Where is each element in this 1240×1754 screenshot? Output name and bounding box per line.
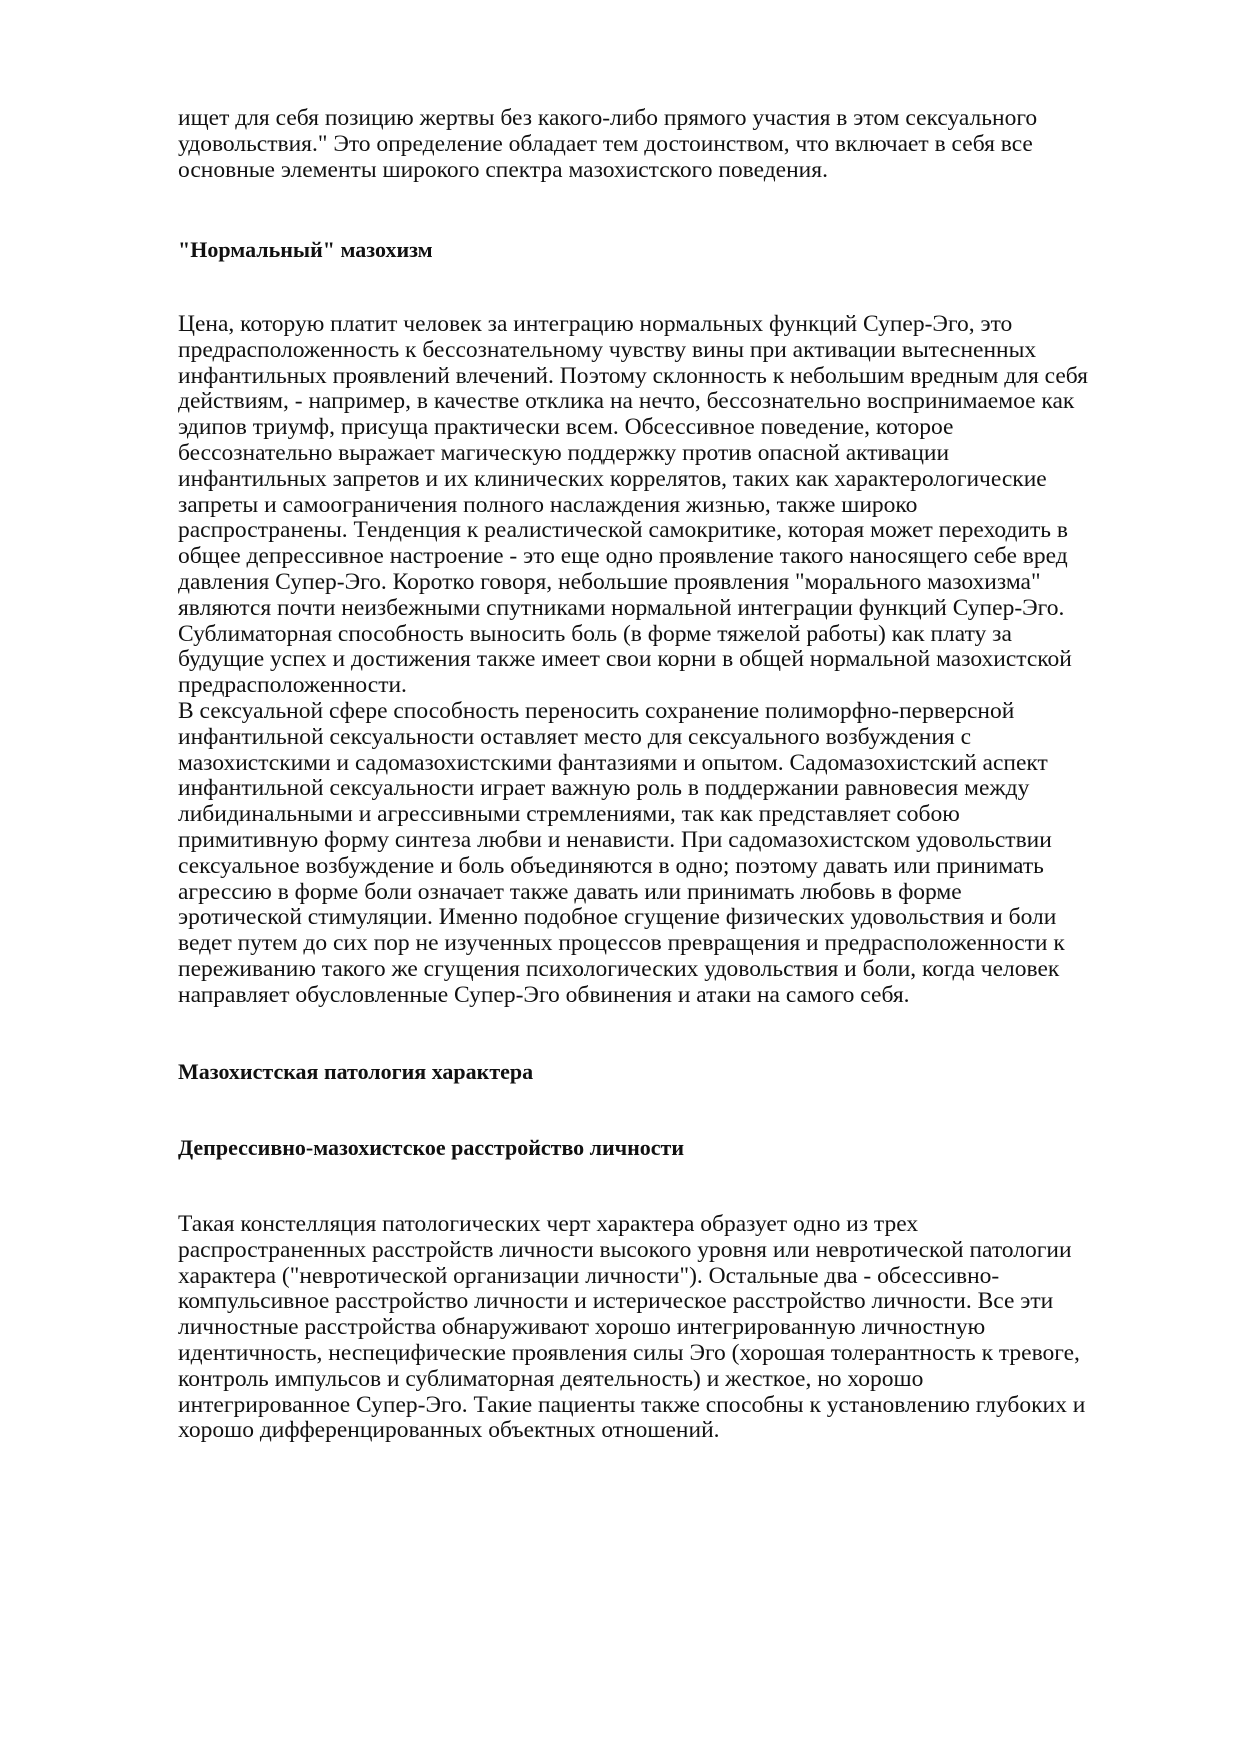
text-line: распространены. Тенденция к реалистической самокритике, которая может переходить в: [178, 517, 1068, 544]
text-line: сексуальное возбуждение и боль объединяются в одно; поэтому давать или принимать: [178, 852, 1044, 879]
text-line: направляет обусловленные Супер-Эго обвинения и атаки на самого себя.: [178, 981, 910, 1008]
text-line: В сексуальной сфере способность переносить сохранение полиморфно-перверсной: [178, 697, 1015, 724]
text-line: удовольствия." Это определение обладает тем достоинством, что включает в себя все: [178, 130, 1033, 157]
text-line: личностные расстройства обнаруживают хорошо интегрированную личностную: [178, 1314, 986, 1341]
text-line: будущие успех и достижения также имеет свои корни в общей нормальной мазохистской: [178, 646, 1072, 673]
text-line: распространенных расстройств личности высокого уровня или невротической патологии: [178, 1236, 1072, 1263]
text-line: общее депрессивное настроение - это еще одно проявление такого наносящего себе вред: [178, 543, 1068, 570]
text-line: Цена, которую платит человек за интеграцию нормальных функций Супер-Эго, это: [178, 311, 1013, 337]
text-line: эдипов триумф, присуща практически всем. Обсессивное поведение, которое: [178, 414, 954, 441]
text-line: инфантильной сексуальности играет важную роль в поддержании равновесия между: [178, 775, 1030, 802]
heading-normal-masochism: "Нормальный" мазохизм: [178, 237, 433, 262]
text-line: являются почти неизбежными спутниками нормальной интеграции функций Супер-Эго.: [178, 594, 1065, 621]
text-line: эротической стимуляции. Именно подобное сгущение физических удовольствия и боли: [178, 904, 1057, 931]
text-line: запреты и самоограничения полного наслаждения жизнью, также широко: [178, 491, 918, 518]
text-line: Такая констелляция патологических черт характера образует одно из трех: [178, 1211, 919, 1237]
text-line: инфантильных запретов и их клинических коррелятов, таких как характерологические: [178, 465, 1047, 492]
paragraph-intro: [178, 106, 1178, 183]
text-line: инфантильной сексуальности оставляет место для сексуального возбуждения с: [178, 723, 972, 750]
text-line: действиям, - например, в качестве отклика на нечто, бессознательно воспринимаемое как: [178, 388, 1075, 415]
text-line: бессознательно выражает магическую поддержку против опасной активации: [178, 439, 950, 466]
text-line: идентичность, неспецифические проявления силы Эго (хорошая толерантность к тревоге,: [178, 1339, 1080, 1366]
heading-masochistic-character-pathology: Мазохистская патология характера: [178, 1059, 534, 1084]
text-line: предрасположенности.: [178, 672, 407, 699]
text-line: примитивную форму синтеза любви и ненависти. При садомазохистском удовольствии: [178, 826, 1052, 853]
text-line: Сублиматорная способность выносить боль (в форме тяжелой работы) как плату за: [178, 620, 1012, 647]
text-line: переживанию такого же сгущения психологических удовольствия и боли, когда человек: [178, 955, 1060, 982]
text-line: компульсивное расстройство личности и истерическое расстройство личности. Все эти: [178, 1288, 1054, 1315]
heading-depressive-masochistic-disorder: Депрессивно-мазохистское расстройство личности: [178, 1135, 685, 1160]
paragraph-normal-masochism: [178, 312, 1178, 1009]
paragraph-depressive-masochistic: [178, 1212, 1178, 1444]
text-line: интегрированное Супер-Эго. Такие пациенты также способны к установлению глубоких и: [178, 1391, 1086, 1418]
text-line: агрессию в форме боли означает также давать или принимать любовь в форме: [178, 878, 962, 905]
text-line: предрасположенность к бессознательному чувству вины при активации вытесненных: [178, 336, 1037, 363]
text-line: ведет путем до сих пор не изученных процессов превращения и предрасположенности к: [178, 930, 1065, 957]
text-line: давления Супер-Эго. Коротко говоря, небольшие проявления "морального мазохизма": [178, 568, 1041, 595]
text-line: хорошо дифференцированных объектных отношений.: [178, 1417, 720, 1444]
text-line: контроль импульсов и сублиматорная деятельность) и жесткое, но хорошо: [178, 1365, 924, 1392]
text-line: характера ("невротической организации личности"). Остальные два - обсессивно-: [178, 1262, 1000, 1289]
text-line: либидинальными и агрессивными стремлениями, так как представляет собою: [178, 801, 960, 828]
text-line: ищет для себя позицию жертвы без какого-либо прямого участия в этом сексуального: [178, 105, 1038, 131]
text-line: инфантильных проявлений влечений. Поэтому склонность к небольшим вредным для себя: [178, 362, 1088, 389]
text-line: основные элементы широкого спектра мазохистского поведения.: [178, 156, 828, 183]
text-line: мазохистскими и садомазохистскими фантазиями и опытом. Садомазохистский аспект: [178, 749, 1048, 776]
